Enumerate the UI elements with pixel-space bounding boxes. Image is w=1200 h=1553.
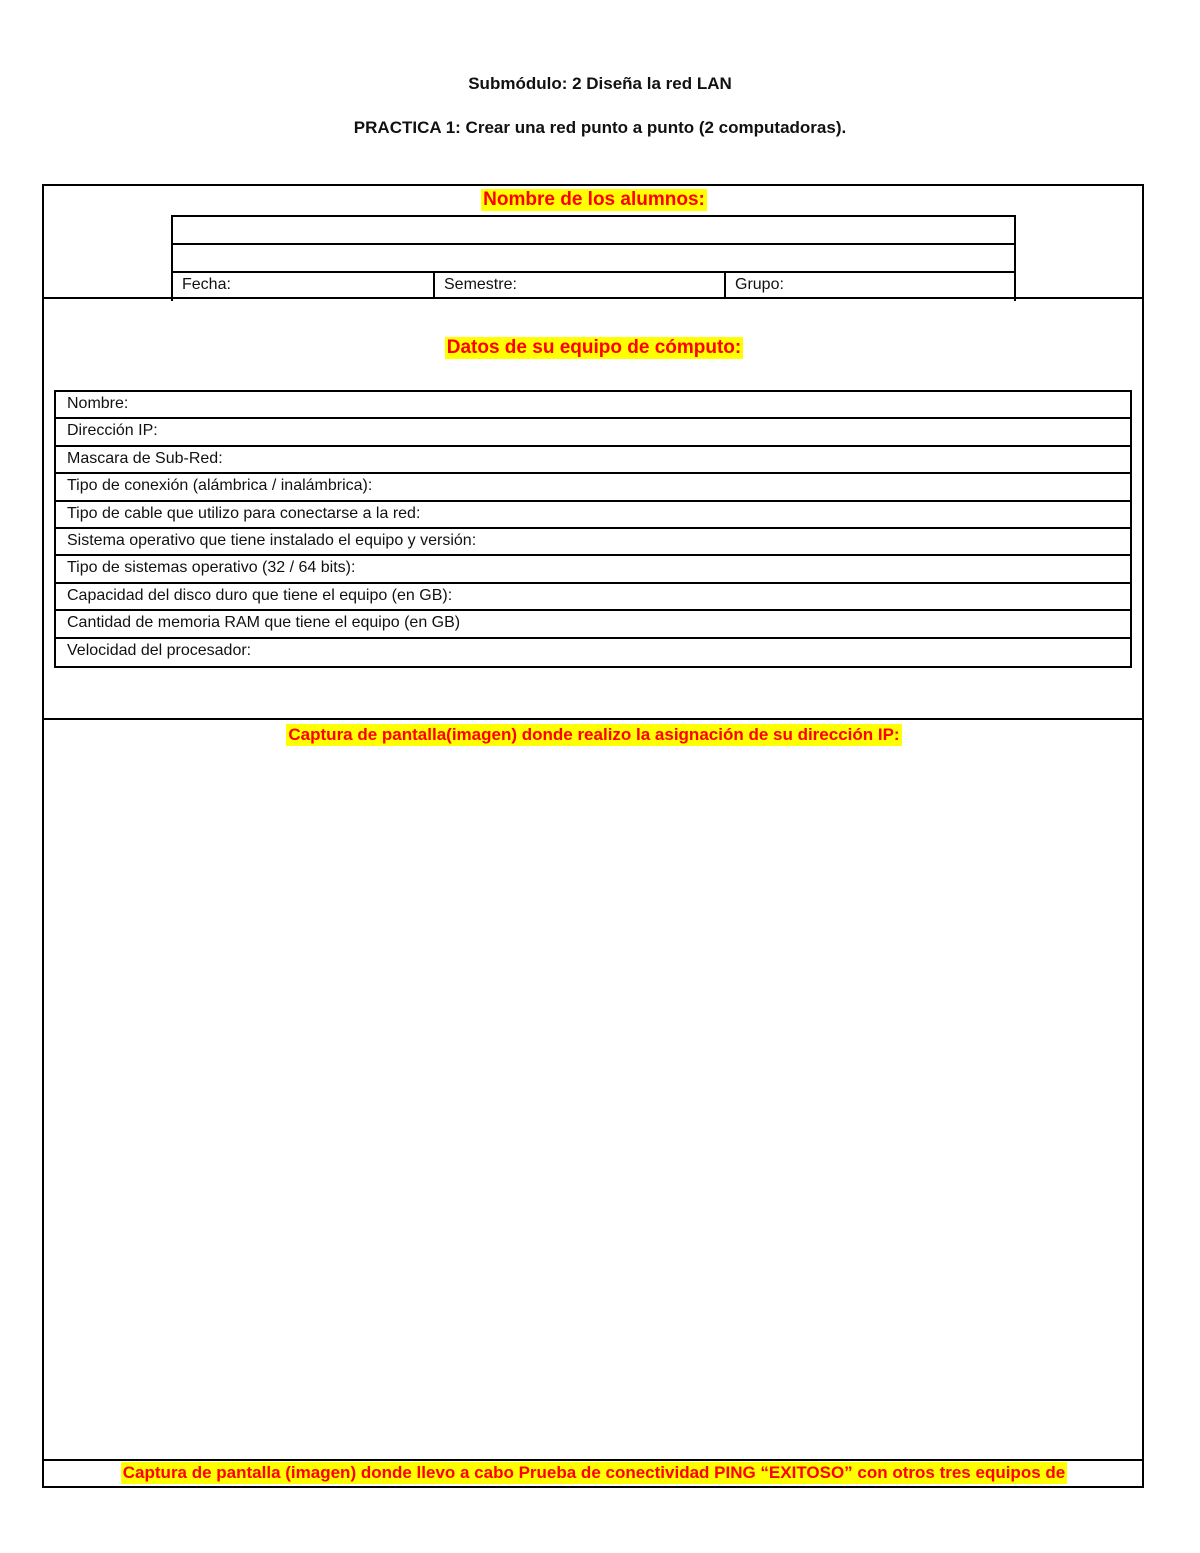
field-disk-capacity[interactable]: Capacidad del disco duro que tiene el equipo (en GB): (56, 584, 1130, 611)
student-name-row-1[interactable] (173, 217, 1014, 245)
screenshot-area[interactable] (44, 752, 1142, 1457)
semestre-label: Semestre: (444, 276, 517, 293)
divider-screenshot (42, 1459, 1144, 1461)
ping-section (44, 1462, 1144, 1484)
computer-title: Datos de su equipo de cómputo: (446, 337, 742, 358)
grupo-field[interactable] (726, 273, 1014, 299)
date-group-row (173, 273, 1014, 301)
field-nombre[interactable]: Nombre: (56, 392, 1130, 419)
students-section (44, 189, 1144, 211)
grupo-label: Grupo: (735, 276, 784, 293)
field-os-bits[interactable]: Tipo de sistemas operativo (32 / 64 bits): (56, 556, 1130, 583)
student-name-row-2[interactable] (173, 245, 1014, 273)
field-processor-speed[interactable]: Velocidad del procesador: (67, 641, 252, 659)
semestre-field[interactable] (435, 273, 726, 299)
divider-bottom (42, 1486, 1144, 1488)
screenshot-title: Captura de pantalla(imagen) donde realizo la asignación de su dirección IP: (288, 725, 900, 744)
submodule-title: Submódulo: 2 Diseña la red LAN (468, 74, 732, 93)
field-cable-type[interactable]: Tipo de cable que utilizo para conectarse a la red: (56, 502, 1130, 529)
fecha-label: Fecha: (182, 276, 231, 293)
field-subnet-mask[interactable]: Mascara de Sub-Red: (56, 447, 1130, 474)
students-title: Nombre de los alumnos: (483, 189, 705, 210)
ping-title: Captura de pantalla (imagen) donde llevo a cabo Prueba de conectividad PING “EXITOSO” con otros tres equipos de (122, 1463, 1066, 1482)
field-operating-system[interactable]: Sistema operativo que tiene instalado el equipo y versión: (56, 529, 1130, 556)
computer-section (44, 337, 1144, 359)
practice-title: PRACTICA 1: Crear una red punto a punto (2 computadoras). (353, 118, 847, 137)
field-ip-address[interactable]: Dirección IP: (56, 419, 1130, 446)
screenshot-section (44, 724, 1144, 746)
computer-data-table (54, 390, 1132, 668)
divider-top (42, 184, 1144, 186)
field-ram-amount[interactable]: Cantidad de memoria RAM que tiene el equipo (en GB) (56, 611, 1130, 638)
field-connection-type[interactable]: Tipo de conexión (alámbrica / inalámbrica): (56, 474, 1130, 501)
divider-computer (42, 718, 1144, 720)
fecha-field[interactable] (173, 273, 435, 299)
students-table (171, 215, 1016, 301)
